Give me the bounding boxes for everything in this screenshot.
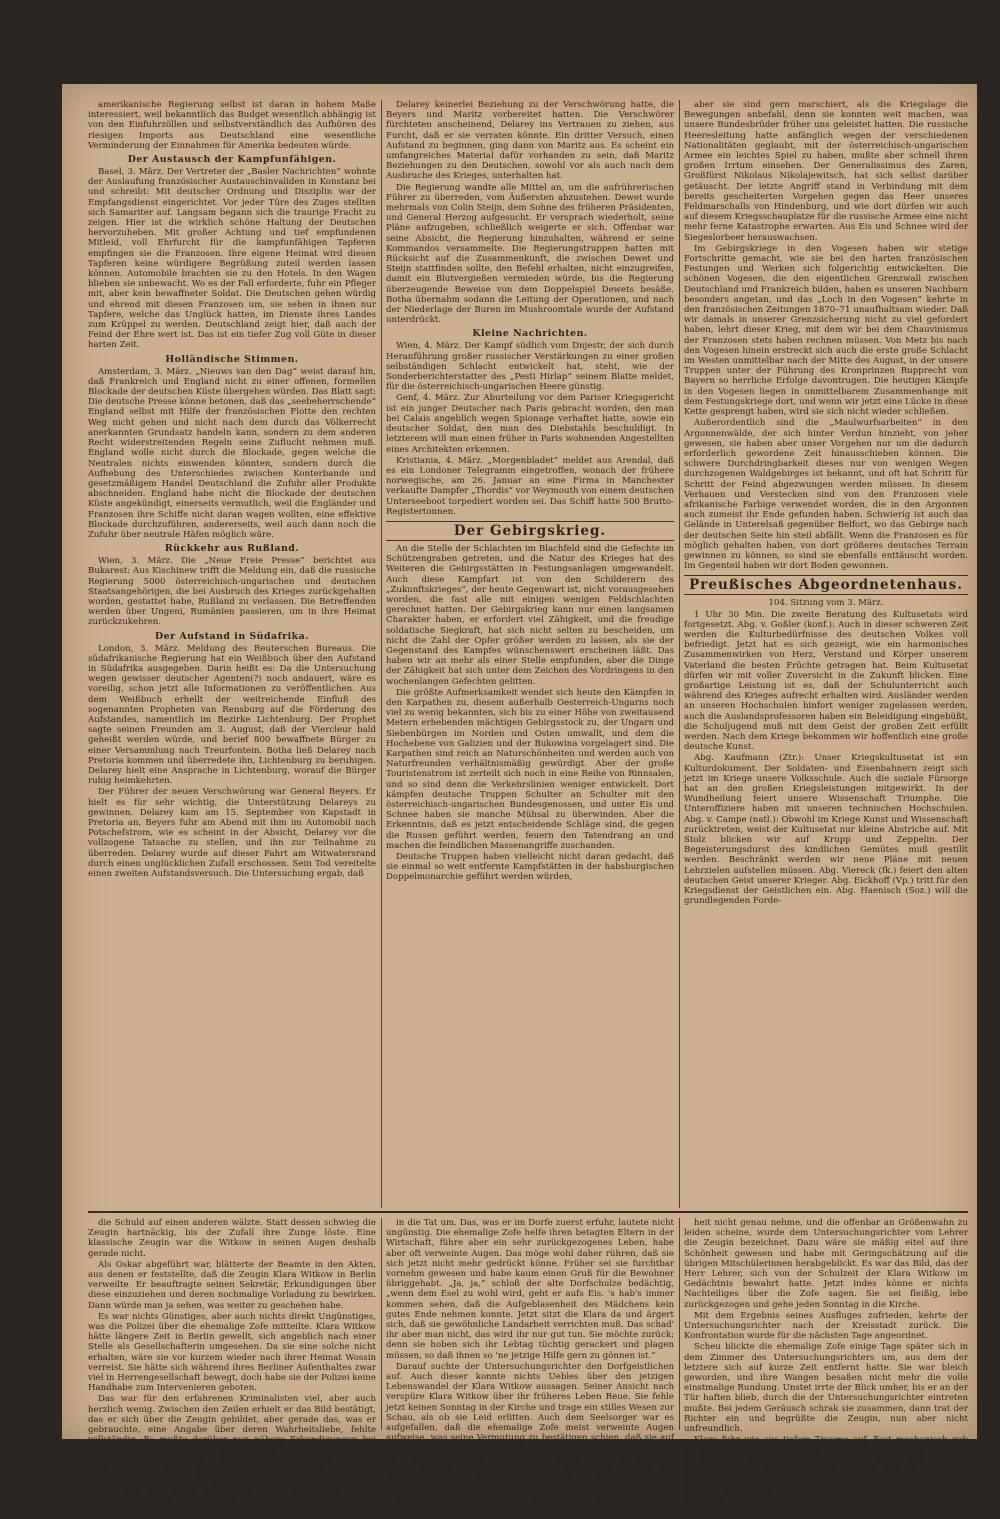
paragraph: Mit dem Ergebnis seines Ausfluges zufrieden, kehrte der Untersuchungsrichter nach der Kreisstadt zurück. Die Konfrontation wurde für die nächsten Tage angeordnet. xyxy=(684,1310,968,1342)
column-divider xyxy=(381,100,382,1208)
paragraph: in die Tat um. Das, was er im Dorfe zuerst erfuhr, lautete nicht ungünstig. Die ehemalige Zofe helfe ihren betagten Eltern in der Wirtschaft, führe aber ein sehr zurückgezogenes Leben, habe aber oft verweinte Augen. Das möge wohl daher rühren, daß sie sich jetzt nicht mehr gedrückt könne. Früher sei sie furchtbar vornehm gewesen und habe kaum einen Gruß für die Bewohner übriggehabt. „Ja, ja,“ schloß der alte Dorfschulze bedächtig, „wenn dem Esel zu wohl wird, geht er aufs Eis. 's hab's immer kommen sehen, daß die Aufgeblasenheit des Mädchens kein gutes Ende nehmen konnte. Jetzt sitzt die Klara da und ärgert sich, daß sie gewöhnliche Landarbeit verrichten muß. Das schad' ihr aber man nicht, das wird ihr nur gut tun. Sie möchte zurück; denn sie hoben sich ihr Lebtag tüchtig gerackert und plagen müssen, so daß ihnen so 'ne jetzige Hilfe gern zu gönnen ist.“ xyxy=(386,1218,674,1361)
section-heading: Der Aufstand in Südafrika. xyxy=(155,630,309,642)
article-headline: Der Gebirgskrieg. xyxy=(386,521,674,541)
paragraph: An die Stelle der Schlachten im Blachfeld sind die Gefechte im Schützengraben getreten, und die Natur des Krieges hat des Weiteren die Gebirgsstätten in Festungsanlagen umgewandelt. Auch diese Kampfart ist von den Schilderern des „Zukunftskrieges“, der heute Gegenwart ist, nicht vorausgesehen worden, die fast alle mit einigen wenigen Feldschlachten gerechnet hatten. Der Gebirgskrieg kann nur einen langsamen Charakter haben, er erfordert viel Zähigkeit, und die freudige soldatische Siegkraft, hat sich nicht selten zu bescheiden, um nicht die Zahl der Opfer größer werden zu lassen, als sie der Gegenstand des Kampfes wünschenswert erscheinen läßt. Das haben wir an mehr als einer Stelle empfunden, aber die Dinge der Zähigkeit hat sich unter dem Zeichen des Vordringens in den wochenlangen Gefechten gelitten. xyxy=(386,543,674,687)
section-heading: Rückkehr aus Rußland. xyxy=(164,543,300,555)
paragraph: Im Gebirgskriege in den Vogesen haben wir stetige Fortschritte gemacht, wie sie bei den harten französischen Festungen und Werken sich folgerichtig entwickelten. Die schönen Vogesen, die den eigentlichen Grenzwall zwischen Deutschland und Frankreich bilden, haben es unseren Nachbarn besonders angetan, und das „Loch in den Vogesen“ kehrte in den französischen Zeitungen 1870–71 unaufhaltsam wieder. Daß wir damals in unserer Grenzsicherung nicht zu viel gefordert haben, lehrt dieser Krieg, mit dem wir bei dem Chauvinismus der Franzosen stets haben rechnen müssen. Von Metz bis nach den Vogesen hinein erstreckt sich auch die erste große Schlacht im Westen unmittelbar nach der Mitte des August, in der unsere Truppen unter der Führung des Kronprinzen Rupprecht von Bayern so herrliche Erfolge davontrugen. Die heutigen Kämpfe in den Vogesen liegen in unmittelbarem Zusammenhange mit dem Festungskriege dort, und wenn wir jetzt eine Lücke in diese Kette gesprengt haben, wird sie sich nicht wieder schließen. xyxy=(684,243,968,418)
section-heading: Kleine Nachrichten. xyxy=(472,328,588,340)
paragraph: Die größte Aufmerksamkeit wendet sich heute den Kämpfen in den Karpathen zu, diesem außerhalb Oesterreich-Ungarns noch viel zu wenig bekannten, sich bis zu einer Höhe von zweitausend Metern erhebenden mächtigen Gebirgsstock zu, der Ungarn und Siebenbürgen im Norden und Osten umwallt, und dem die Hochebene von Galizien und der Bukowina vorgelagert sind. Die Karpathen sind reich an Naturschönheiten und werden auch von Naturfreunden verhältnismäßig gewürdigt. Aber der große Touristenstrom ist zerteilt sich noch in eine Reihe von Rinnsalen, und so sind denn die Verkehrslinien weniger entwickelt. Dort kämpfen deutsche Truppen Schulter an Schulter mit den österreichisch-ungarischen Bundesgenossen, und unter Eis und Schnee haben sie manche Mühsal zu überwinden. Aber die Erkenntnis, daß es jetzt entscheidende Schläge sind, die gegen die Russen geführt werden, feuern den Tatendrang an und machen die feindlichen Massenangriffe zuschanden. xyxy=(386,687,674,851)
column-divider xyxy=(381,1218,382,1430)
paragraph: Genf, 4. März. Zur Aburteilung vor dem Pariser Kriegsgericht ist ein junger Deutscher nach Paris gebracht worden, den man bei Calais angeblich wegen Spionage verhaftet hatte, sowie ein deutscher Soldat, den man des Diebstahls beschuldigt. In letzterem will man einen früher in Paris wohnenden Angestellten eines Architekten erkennen. xyxy=(386,393,674,455)
section-heading: Holländische Stimmen. xyxy=(165,353,299,365)
paragraph: Abg. Kaufmann (Ztr.): Unser Kriegskultusetat ist ein Kulturdokument. Der Soldaten- und Eisenbahnern zeigt sich jetzt im Kriege unsere Volksschule. Auch die soziale Fürsorge hat an den großen Kriegsleistungen mitgewirkt. In der Wundheilung feiert unsere Wissenschaft Triumphe. Die Unteroffiziere haben mit unseren technischen Hochschulen. Abg. v. Campe (natl.): Obwohl im Kriege Kunst und Wissenschaft zurücktreten, weist der Kultusetat nur kleine Abstriche auf. Mit Stolz blicken wir auf Krupp und Zeppelin. Der Begeisterungsdurst des kindlichen Gemütes muß gestillt werden. Beschränkt werden wir neue Pläne mit neuen Lehrzielen aufstellen müssen. Abg. Viereck (fk.) feiert den alten deutschen Geist unserer Krieger. Abg. Eickhoff (Vp.) tritt für den Kriegsdienst der Geistlichen ein. Abg. Haenisch (Soz.) will die grundlegenden Forde- xyxy=(684,753,968,907)
paragraph: Als Oskar abgeführt war, blätterte der Beamte in den Akten, aus denen er feststellte, daß die Zeugin Klara Witkow in Berlin verweilte. Er beauftragte seinen Sekretär, Erkundigungen über diese einzuziehen und deren nochmalige Vorladung zu bewirken. Dann würde man ja sehen, was weiter zu geschehen habe. xyxy=(88,1259,376,1311)
paragraph: Darauf suchte der Untersuchungsrichter den Dorfgeistlichen auf. Auch dieser konnte nichts Uebles über den jetzigen Lebenswandel der Klara Witkow aussagen. Seiner Ansicht nach verspüre Klara Witkow über ihr früheres Leben Reue. Sie fehle jetzt keinen Sonntag in der Kirche und trage ein stilles Wesen zur Schau, als ob sie Leid erlitten. Auch dem Seelsorger war es aufgefallen, daß die ehemalige Zofe meist verweinte Augen aufweise, was seine Vermutung zu bestätigen schien, daß sie auf dem Wege sei, ihrem besseren Ich zum Siege zu verhelfen. Was es in diesem Meinungsgegengesetzte harte Kämpfe zu bestehen gäbe, zeigten ihm die geröteten Augenlider. Ueber die Wahrheitsliebe des Mädchens konnte er aus Erfahrung nichts sagen. Darüber könnte der Lehrer die beste Auskunft geben. xyxy=(386,1361,674,1495)
paragraph: Kristiania, 4. März. „Morgenbladet“ meldet aus Arendal, daß es ein Londoner Telegramm eingetroffen, wonach der frühere norwegische, am 26. Januar an eine Firma in Manchester verkaufte Dampfer „Thordis“ vor Weymouth von einem deutschen Unterseeboot torpediert worden sei. Das Schiff hatte 500 Brutto-Registertonnen. xyxy=(386,455,674,517)
feuilleton-divider xyxy=(88,1211,968,1213)
article-headline: Preußisches Abgeordnetenhaus. xyxy=(684,575,968,595)
paragraph: Als eine phantastische Person, die es mit der Wahr- xyxy=(396,1495,621,1506)
paragraph: die Schuld auf einen anderen wälzte. Statt dessen schwieg die Zeugin hartnäckig, bis der Zufall ihre Zunge löste. Eine klassische Zeugin war die Witkow in seinen Augen deshalb gerade nicht. xyxy=(88,1218,376,1259)
continuation-note: (Fortsetzung folgt.) xyxy=(873,1508,968,1519)
paragraph: Deutsche Truppen haben vielleicht nicht daran gedacht, daß sie einmal so weit entfernte Kampfstätten in der habsburgischen Doppelmonarchie geführt werden würden, xyxy=(386,852,674,883)
paragraph: Amsterdam, 3. März. „Nieuws van den Dag“ weist darauf hin, daß Frankreich und England nicht zu einer offenen, formellen Blockade der deutschen Küste übergehen würden. Das Blatt sagt: Die deutsche Presse könne betonen, daß das „seebeherrschende“ England selbst mit Hilfe der französischen Flotte den rechten Weg nicht gehen und nicht nach dem durch das Völkerrecht anerkannten Grundsatz handeln kann, sondern zu dem anderen Recht widerstreitenden Regeln seine Zuflucht nehmen muß. England wolle nicht durch die Blockade, gegen welche die Neutralen nichts einwenden könnten, sondern durch die Aufhebung des Unterschiedes zwischen Konterbande und gesetzmäßigem Handel Deutschland die Zufuhr aller Produkte abschneiden. England habe nicht die Blockade der deutschen Küste angekündigt, einerseits vermutlich, weil die Engländer und Franzosen ihre Schiffe nicht daran wagen wollten, eine effektive Blockade durchzuführen, andererseits, weil auch dann noch die Zufuhr über neutrale Häfen möglich wäre. xyxy=(88,366,376,540)
paragraph: Wien, 4. März. Der Kampf südlich vom Dnjestr, der sich durch Heranführung großer russischer Verstärkungen zu einer großen selbständigen Schlacht entwickelt hat, steht, wie der Sonderberichterstatter des „Pesti Hirlap“ seinem Blatte meldet, für die österreichisch-ungarischen Heere günstig. xyxy=(386,341,674,393)
column-divider xyxy=(679,1218,680,1430)
paragraph: Der Führer der neuen Verschwörung war General Beyers. Er hielt es für sehr wichtig, die Unterstützung Delareys zu gewinnen. Delarey kam am 15. September von Kapstadt in Pretoria an, Beyers fuhr am Abend mit ihm im Automobil nach Potschefstrom, wie es scheint in der Absicht, Delarey vor die vollzogene Tatsache zu stellen, und ihn zur Teilnahme zu überreden. Delarey wurde auf dieser Fahrt am Witwatersrand durch einen unglücklichen Zufall erschossen. Sein Tod vereitelte einen zweiten Aufstandsversuch. Die Untersuchung ergab, daß xyxy=(88,787,376,880)
session-line: 104. Sitzung vom 3. März. xyxy=(768,598,884,609)
paragraph: London, 3. März. Meldung des Reuterschen Bureaus. Die südafrikanische Regierung hat ein Weißbuch über den Aufstand in Südafrika ausgegeben. Darin heißt es: Da die Untersuchung wegen gewisser deutscher Agenten(?) noch andauert, wäre es voreilig, schon jetzt alle Informationen zu veröffentlichen. Aus dem Weißbuch erhellt der weitreichende Einfluß des sogenannten Propheten van Rensburg auf die Förderung des Aufstandes, namentlich im Bezirke Lichtenburg. Der Prophet sagte seinen Freunden am 3. August, daß der Viercleur bald geheißt werden würde, und berief 800 bewaffnete Bürger zu einer Versammlung nach Treurfontein. Botha ließ Delarey nach Pretoria kommen und überredete ihn, Lichtenburg zu beruhigen. Delarey hielt eine Ansprache in Lichtenburg, worauf die Bürger ruhig heimkehrten. xyxy=(88,643,376,787)
paragraph: Delarey keinerlei Beziehung zu der Verschwörung hatte, die Beyers und Maritz vorbereitet hatten. Die Verschwörer fürchteten anscheinend, Delarey ins Vertrauen zu ziehen, aus Furcht, daß er sie verraten könnte. Ein dritter Versuch, einen Aufstand zu beginnen, ging dann von Maritz aus. Es scheint ein umfangreiches Material dafür vorhanden zu sein, daß Maritz Beziehungen zu den Deutschen, sowohl vor als auch nach dem Ausbruche des Krieges, unterhalten hat. xyxy=(386,100,674,182)
paragraph: Diesen Gedanken setzte er bereits am nächsten Tage xyxy=(98,1507,330,1518)
column-divider xyxy=(679,100,680,1208)
column-2 xyxy=(386,100,674,1208)
paragraph: Außerordentlich sind die „Maulwurfsarbeiten“ in den Argonnenwälde, der sich hinter Verdun hinzieht, von jeher gewesen, sie haben aber unser Vorgehen nur um die dadurch erforderlich gewordene Zeit hinausschieben können. Die schwere Durchdringbarkeit dieses nur von wenigen Wegen durchzogenen Waldgebirges ist bekannt, und oft hat Schritt für Schritt der Feind abgezwungen werden müssen. In diesem Verhauen und Verstecken sind von den Franzosen viele afrikanische Farbige verwendet worden, die in den Argonnen auch zumeist ihr Ende gefunden haben. Schwierig ist auch das Gelände in Unterelsaß gegenüber Belfort, wo das Gebirge nach der deutschen Seite hin steil abfällt. Wenn die Franzosen es für möglich gehalten haben, von dort größeres deutsches Terrain gewinnen zu können, so sind sie ebenfalls enttäuscht worden. Im Gegenteil haben wir dort Boden gewonnen. xyxy=(684,418,968,572)
paragraph: Wien, 3. März. Die „Neue Freie Presse“ berichtet aus Bukarest: Aus Kischinew trifft die Meldung ein, daß die russische Regierung 5000 österreichisch-ungarischen und deutschen Staatsangehörigen, die bei Ausbruch des Krieges zurückgehalten worden, gestattet habe, Rußland zu verlassen. Die Betreffenden werden über Ungeni, Rumänien passieren, um in ihre Heimat zurückzukehren. xyxy=(88,556,376,628)
paragraph: amerikanische Regierung selbst ist daran in hohem Maße interessiert, weil bekanntlich das Budget wesentlich abhängig ist von den Einfuhrzöllen und selbstverständlich das Aufhören des riesigen Imports aus Deutschland eine wesentliche Verminderung der Einnahmen für Amerika bedeuten würde. xyxy=(88,100,376,151)
serial-column-1 xyxy=(88,1218,376,1518)
paragraph: aber sie sind gern marschiert, als die Kriegslage die Bewegungen anbefahl, denn sie konnten weit machen, was unsere Bundesbrüder früher uns geleistet hatten. Die russische Heeresleitung hatte anfänglich wegen der verschiedenen Nationalitäten geglaubt, mit der österreichisch-ungarischen Armee ein leichtes Spiel zu haben, mußte aber schnell ihren großen Irrtum einsehen. Der Generalissimus des Zaren, Großfürst Nikolaus Nikolajewitsch, hat sich selbst darüber getäuscht. Der letzte Angriff stand in Verbindung mit dem bereits gescheiterten Vorgehen gegen das Heer unseres Feldmarschalls von Hindenburg, und wie dort dürfen wir auch auf diesem Kriegsschauplatze für die russische Armee eine nicht mehr ferne Katastrophe erwarten. Aus Eis und Schnee wird der Siegeslorbeer herauswachsen. xyxy=(684,100,968,243)
serial-column-2 xyxy=(386,1218,674,1506)
paragraph: Es war nichts Günstiges, aber auch nichts direkt Ungünstiges, was die Polizei über die ehemalige Zofe mitteilte. Klara Witkow hätte längere Zeit in Berlin gewellt, sich angeblich nach einer Stelle als Gesellschafterin umgesehen. Da sie eine solche nicht erhalten, wäre sie vor kurzem wieder nach ihrer Heimat Wossin verreist. Sie hätte sich während ihres Berliner Aufenthaltes zwar viel in Herrengesellschaft bewegt, doch habe sie der Polizei keine Handhabe zum Intervenieren geboten. xyxy=(88,1311,376,1394)
paragraph: heit nicht genau nehme, und die offenbar an Größenwahn zu leiden scheine, wurde dem Untersuchungsrichter vom Lehrer die Zeugin bezeichnet. Dazu wäre sie mäßig eitel auf ihre Schönheit gewesen und habe mit Geringschätzung auf die übrigen Mitschülerinnen herabgeblickt. Es war das Bild, das der Herr Lehrer, sich von der Schulzeit der Klara Witkow im Gedächtnis bewahrt hatte. Jetzt indes könne er nichts Nachteiliges über die Zofe sagen. Sie sei fleißig, lebe zurückgezogen und gehe jeden Sonntag in die Kirche. xyxy=(684,1218,968,1310)
column-3 xyxy=(684,100,968,1208)
paragraph: Klara fuhr wie aus tiefem Traume auf. Fast mechanisch gab sie Antwort auf die Fragen des Untersuchungsrichters, in der er an der Hand des erstmaligen Protokolles stellte und zunächst nur allgemeinere Angelegenheiten betrafen. Daß die Zeugin mit niedergeschlagenen Blicken dasaß, hielt der Beamte für ein Zeichen der Scham. Er kam dann auf das Motiv des Mordes zu sprechen. xyxy=(684,1435,968,1507)
paragraph: Scheu blickte die ehemalige Zofe einige Tage später sich in dem Zimmer des Untersuchungsrichters um, aus dem der letztere sich auf kurze Zeit entfernt hatte. Sie war bleich geworden, und ihre Wangen besaßen nicht mehr die volle einstmalige Rundung. Unstet irrte der Blick umher, bis er an der Tür haften blieb, durch die der Untersuchungsrichter eintreten mußte. Bei jedem Geräusch schrak sie zusammen, dann trat der Richter ein und begrüßte die Zeugin, nun aber nicht unfreundlich. xyxy=(684,1342,968,1435)
paragraph: Basel, 3. März. Der Vertreter der „Basler Nachrichten“ wohnte der Auslaufung französischer Austauschinvaliden in Konstanz bei und schreibt: Mit deutscher Ordnung und Disziplin war der Empfangsdienst eingerichtet. Vor jeder Türe des Zuges stellten sich Samariter auf. Langsam begann sich die traurige Fracht zu zeigen. Hier ist die wirklich schöne Haltung der Deutschen hervorzuheben. Mit großer Achtung und tief empfundenen Mitleid, voll Ehrfurcht für die kampfunfähigen Tapferen empfingen sie die Franzosen. Ihre eigene Heimat wird diesen Tapferen keine würdigere Begrüßung zuteil werden lassen können. Automobile brachten sie zu den Hotels. In den Wagen blieben sie unbewacht. Wo es der Fall erforderte, fuhr ein Pfleger mit, aber kein bewaffneter Soldat. Die Deutschen gehen würdig und ehrend mit diesen Franzosen um, sie sehen in ihnen nur Tapfere, welche das Unglück hatten, im Dienste ihres Landes zum Krüppel zu werden. Deutschland zeigt hier, daß auch der Feind der Ehre wert ist. Das ist ein tiefer Zug voll Güte in dieser harten Zeit. xyxy=(88,167,376,351)
serial-column-3 xyxy=(684,1218,968,1519)
paragraph: 1 Uhr 30 Min. Die zweite Beratung des Kultusetats wird fortgesetzt. Abg. v. Goßler (konf.): Auch in dieser schweren Zeit werden die Kulturbedürfnisse des deutschen Volkes voll befriedigt. Jetzt hat es sich gezeigt, wie ein harmonisches Zusammenwirken von Herz, Verstand und Körper unserem Vaterland die besten Früchte getragen hat. Beim Kultusetat dürfen wir mit voller Zuversicht in die Zukunft blicken. Eine großartige Leistung ist es, daß der Schulunterricht auch während des Krieges aufrecht erhalten wird. Ausländer werden an unseren Hochschulen hinfort weniger zugelassen werden, auch die Auslandsprofessoren haben ein Beleidigung eingebüßt, die Schuljugend muß mit dem Geist der großen Zeit erfüllt werden. Nach dem Kriege bekommen wir hoffentlich eine große deutsche Kunst. xyxy=(684,609,968,753)
paragraph: Das war für den erfahrenen Kriminalisten viel, aber auch herzlich wenig. Zwischen den Zeilen erhielt er das Bild bestätigt, das er sich über die Zeugin gebildet, aber gerade das, was er gebrauchte, eine Angabe über deren Wahrheitsliebe, fehlte vollständig. Es mußte darüber nun nähere Erkundigungen bei der Ortsbehörde eingezogen werden. Das konnte schließlich er, der Untersuchungsrichter, in eigener Person bewirken, indem er nach dem Dorfe Wossin hinausfuhr, in dem die Eltern der Zeugin ein kleines Besitztum ihr eigen nannten. Da die Zeugin seit einiger Zeit dort weilte, würde die Erkundigung ohne großen Zeitverlust vor sich gehen können. xyxy=(88,1394,376,1507)
column-1 xyxy=(88,100,376,1208)
section-heading: Der Austausch der Kampfunfähigen. xyxy=(127,154,337,166)
paragraph: Die Regierung wandte alle Mittel an, um die aufrührerischen Führer zu überreden, vom Äußersten abzustehen. Dewet wurde mehrmals von Colin Steijn, dem Sohne des früheren Präsidenten, und General Herzog aufgesucht. Er versprach wiederholt, seine Pläne aufzugeben, schließlich weigerte er sich. Offenbar war seine Absicht, die Regierung hinzuhalten, während er seine Kommandos versammelte. Die Regierungstruppen hatten mit Rücksicht auf die Zusammenkunft, die zwischen Dewet und Steijn stattfinden sollte, den Befehl erhalten, nicht einzugreifen, damit ein Blutvergießen vermieden würde, bis die Regierung überzeugende Beweise von dem Doppelspiel Dewets besäße. Botha übernahm sodann die Leitung der Operationen, und nach der Niederlage der Buren im Mushroomtale wurde der Aufstand unterdrückt. xyxy=(386,182,674,326)
